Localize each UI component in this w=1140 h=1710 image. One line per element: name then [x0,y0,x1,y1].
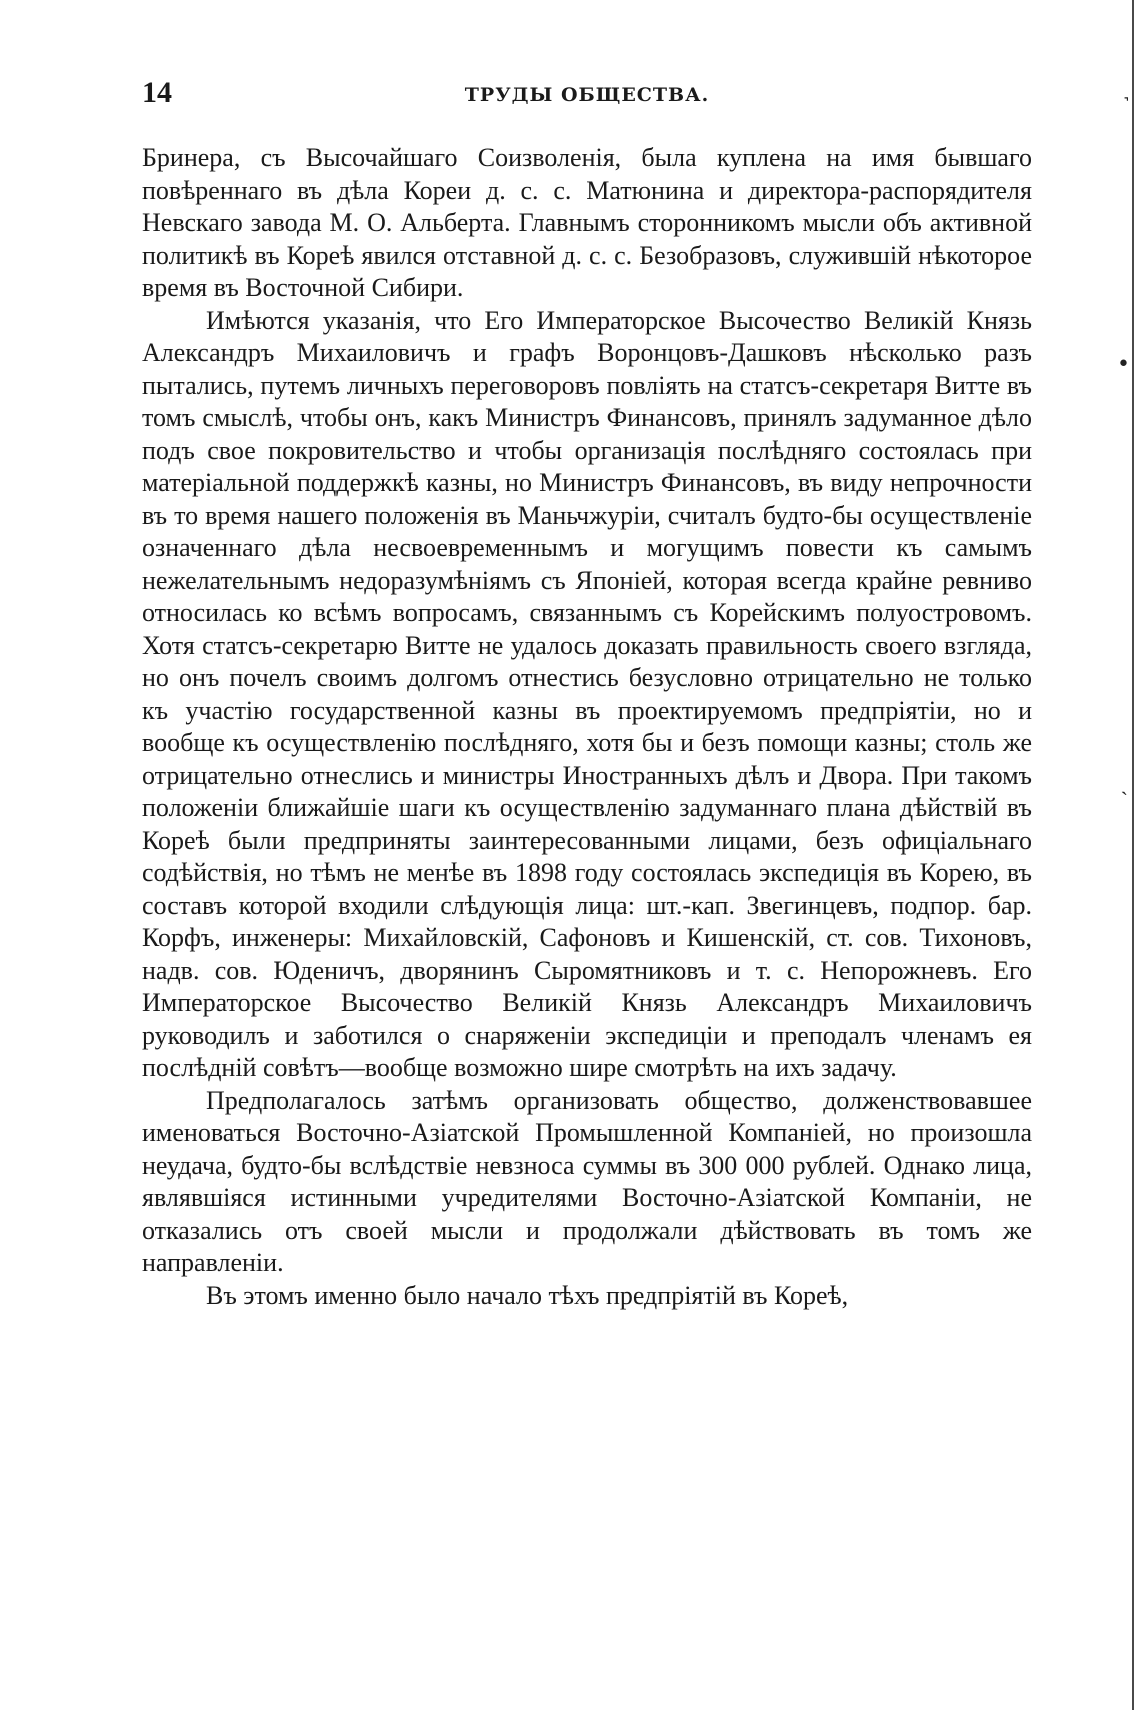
paragraph-1: Бринера, съ Высочайшаго Соизволенія, была куплена на имя бывшаго повѣреннаго въ дѣла Кореи д. с. с. Матюнина и директора-распорядителя Невскаго завода М. О. Альберта. Главнымъ сторонникомъ мысли объ активной политикѣ въ Кореѣ явился отставной д. с. с. Безобразовъ, служившій нѣкоторое время въ Восточной Сибири. [142,143,1032,302]
paragraph-2: Имѣются указанія, что Его Императорское Высочество Великій Князь Александръ Михаиловичъ и графъ Воронцовъ-Дашковъ нѣсколько разъ пытались, путемъ личныхъ переговоровъ повліять на статсъ-секретаря Витте въ томъ смыслѣ, чтобы онъ, какъ Министръ Финансовъ, принялъ задуманное дѣло подъ свое покровительство и чтобы организація послѣдняго состоялась при матеріальной поддержкѣ казны, но Министръ Финансовъ, въ виду непрочности въ то время нашего положенія въ Маньчжуріи, считалъ будто-бы осуществленіе означеннаго дѣла несвоевременнымъ и могущимъ повести къ самымъ нежелательнымъ недоразумѣніямъ съ Японіей, которая всегда крайне ревниво относилась ко всѣмъ вопросамъ, связаннымъ съ Корейскимъ полуостровомъ. Хотя статсъ-секретарю Витте не удалось доказать правильность своего взгляда, но онъ почелъ своимъ долгомъ отнестись безусловно отрицательно не только къ участію государственной казны въ проектируемомъ предпріятіи, но и вообще къ осуществленію послѣдняго, хотя бы и безъ помощи казны; столь же отрицательно отнеслись и министры Иностранныхъ дѣлъ и Двора. При такомъ положеніи ближайшіе шаги къ осуществленію задуманнаго плана дѣйствій въ Кореѣ были предприняты заинтересованными лицами, безъ офиціальнаго содѣйствія, но тѣмъ не менѣе въ 1898 году состоялась экспедиція въ Корею, въ составъ которой входили слѣдующія лица: шт.-кап. Звегинцевъ, подпор. бар. Корфъ, инженеры: Михайловскій, Сафоновъ и Кишенскій, ст. сов. Тихоновъ, надв. сов. Юденичъ, дворянинъ Сыромятниковъ и т. с. Непорожневъ. Его Императорское Высочество Великій Князь Александръ Михаиловичъ руководилъ и заботился о снаряженіи экспедиціи и преподалъ членамъ ея послѣдній совѣтъ—вообще возможно шире смотрѣть на ихъ задачу. [142,305,1032,1082]
page-number: 14 [142,76,172,109]
body-text [142,142,1032,1312]
paragraph-3: Предполагалось затѣмъ организовать общество, долженствовавшее именоваться Восточно-Азіатской Промышленной Компаніей, но произошла неудача, будто-бы вслѣдствіе невзноса суммы въ 300 000 рублей. Однако лица, являвшіяся истинными учредителями Восточно-Азіатской Компаніи, не отказались отъ своей мысли и продолжали дѣйствовать въ томъ же направленіи. [142,1085,1032,1277]
paragraph-4: Въ этомъ именно было начало тѣхъ предпріятій въ Кореѣ, [206,1280,849,1310]
edge-mark-2: • [1117,352,1130,377]
page-edge-line [1132,0,1134,1710]
page-header [142,76,1032,116]
edge-mark-3: ˎ [1120,771,1128,796]
edge-mark-1: ˺ [1122,93,1130,118]
running-title: ТРУДЫ ОБЩЕСТВА. [464,84,710,106]
